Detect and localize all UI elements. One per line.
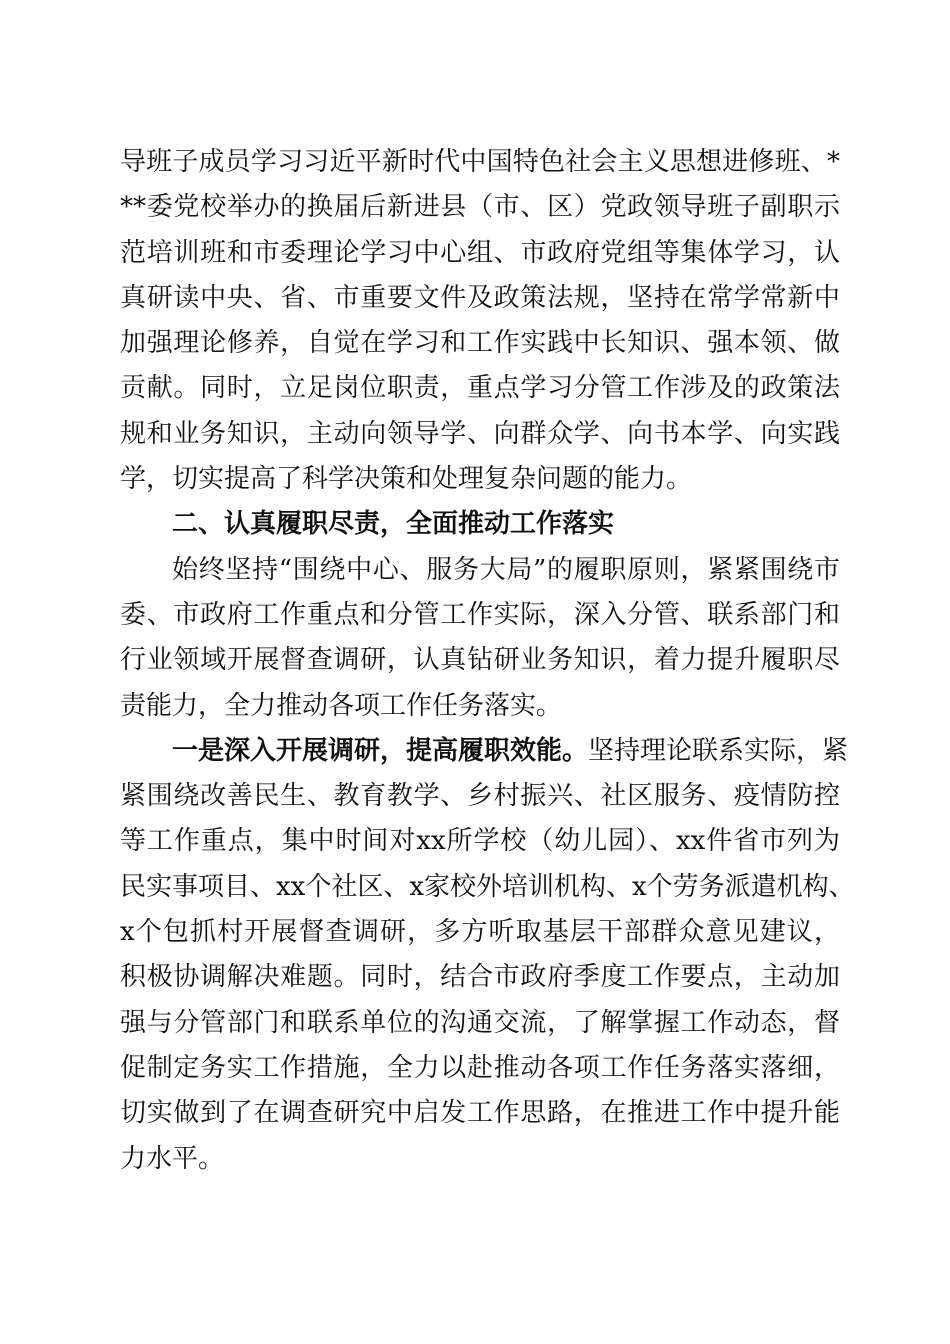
section-heading: 二、认真履职尽责，全面推动工作落实: [172, 509, 615, 540]
paragraph-line: 加强理论修养，自觉在学习和工作实践中长知识、强本领、做: [120, 328, 840, 359]
paragraph-line: **委党校举办的换届后新进县（市、区）党政领导班子副职示: [120, 192, 840, 223]
paragraph-first-line: [120, 729, 849, 774]
paragraph-line: 贡献。同时，立足岗位职责，重点学习分管工作涉及的政策法: [120, 373, 840, 404]
paragraph-line: 范培训班和市委理论学习中心组、市政府党组等集体学习，认: [120, 237, 840, 268]
paragraph-line: 责能力，全力推动各项工作任务落实。: [120, 690, 563, 721]
paragraph-line: 真研读中央、省、市重要文件及政策法规，坚持在常学常新中: [120, 282, 840, 313]
paragraph-line: 促制定务实工作措施，全力以赴推动各项工作任务落实落细，: [120, 1052, 840, 1083]
paragraph-line: 委、市政府工作重点和分管工作实际，深入分管、联系部门和: [120, 599, 840, 630]
paragraph-line: 学，切实提高了科学决策和处理复杂问题的能力。: [120, 464, 693, 495]
paragraph-line: 力水平。: [120, 1143, 225, 1174]
paragraph-line: 强与分管部门和联系单位的沟通交流，了解掌握工作动态，督: [120, 1007, 840, 1038]
paragraph-lead: 一是深入开展调研，提高履职效能。: [172, 735, 589, 766]
paragraph-line: 紧围绕改善民生、教育教学、乡村振兴、社区服务、疫情防控: [120, 781, 840, 812]
paragraph-line: 始终坚持“围绕中心、服务大局”的履职原则，紧紧围绕市: [172, 554, 840, 585]
paragraph-line: 行业领域开展督查调研，认真钻研业务知识，着力提升履职尽: [120, 645, 840, 676]
body-text: [120, 140, 855, 1182]
paragraph-line: 导班子成员学习习近平新时代中国特色社会主义思想进修班、*: [120, 147, 840, 177]
paragraph-line: x个包抓村开展督查调研，多方听取基层干部群众意见建议，: [120, 917, 840, 948]
paragraph-lead-rest: 坚持理论联系实际，紧: [588, 735, 849, 766]
paragraph-line: 积极协调解决难题。同时，结合市政府季度工作要点，主动加: [120, 962, 840, 993]
paragraph-line: 切实做到了在调查研究中启发工作思路，在推进工作中提升能: [120, 1098, 840, 1129]
paragraph-line: 规和业务知识，主动向领导学、向群众学、向书本学、向实践: [120, 418, 840, 449]
paragraph-line: 民实事项目、xx个社区、x家校外培训机构、x个劳务派遣机构、: [120, 871, 855, 902]
paragraph-line: 等工作重点，集中时间对xx所学校（幼儿园）、xx件省市列为: [120, 826, 840, 857]
